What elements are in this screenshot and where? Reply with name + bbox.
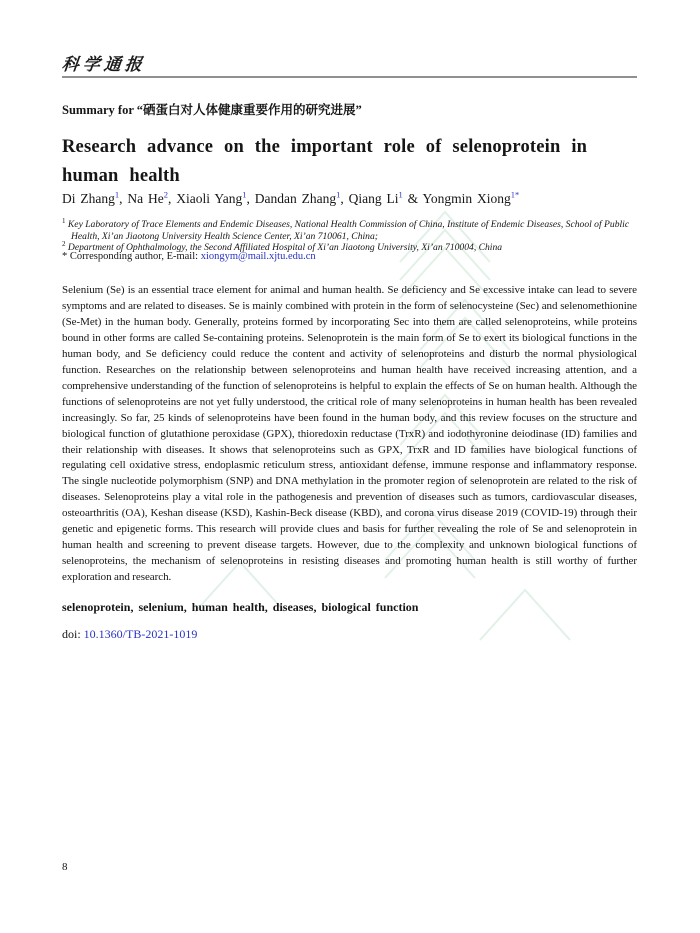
author-name: Yongmin Xiong [422, 191, 511, 206]
doi-line [62, 627, 637, 642]
author: , Qiang Li$^1$ [340, 189, 403, 206]
affiliation-list [62, 216, 637, 254]
keywords-line: selenoprotein, selenium, human health, diseases, biological function [62, 600, 419, 614]
affiliation-text: Key Laboratory of Trace Elements and Endemic Diseases, National Health Commission of China, Institute of Endemic Diseases, School of Public Health, Xi’an Jiaotong University Health Science Center, Xi’an 710061, China; [67, 219, 630, 242]
abstract-text: Selenium (Se) is an essential trace element for animal and human health. Se deficiency and Se excessive intake can lead to severe symptoms and are related to diseases. Se is mainly combined with protein in the form of selenocysteine (Sec) and selenomethionine (Se-Met) in the human body. Generally, proteins formed by incorporating Sec into them are called selenoproteins, while proteins bound in other forms are called Se-containing proteins. Selenoprotein is the main form of Se to exert its biological functions in the human body, and Se deficiency could reduce the content and activity of selenoproteins and disturb the normal physiological function. Researches on the relationship between selenoproteins and human health have received increasing attention, and a comprehensive understanding of the function of selenoproteins is helpful to explain the effects of Se on human health. Although the functions of selenoproteins are not yet fully understood, the critical role of many selenoproteins in human health has been revealed increasingly. So far, 25 kinds of selenoproteins have been found in the human body, and this review focuses on the structure and biological function of glutathione peroxidase (GPX), thioredoxin reductase (TrxR) and iodothyronine deiodinase (ID) families and their relationship with diseases. It shows that selenoproteins such as GPX, TrxR and ID families have biological functions of regulating cell oxidative stress, endoplasmic reticulum stress, antioxidant defense, immune response and inflammatory response. The single nucleotide polymorphism (SNP) and DNA methylation in the promoter region of selenoprotein are related to the risk of diseases. Selenoproteins play a vital role in the pathogenesis and prevention of diseases such as tumors, cardiovascular diseases, osteoarthritis (OA), Keshan disease (KSD), Kashin-Beck disease (KBD), and corona virus disease 2019 (COVID-19) through their genetic and epigenetic forms. This research will provide clues and basis for further revealing the role of Se and selenoprotein in human health and screening to prevent disease targets. However, due to the complexity and unknown biological functions of selenoproteins, the mechanism of selenoproteins in resisting diseases and promoting human health is still worthy of further exploration and research. [62, 284, 637, 584]
author-affiliation-superscript: 1 [398, 189, 403, 200]
author-affiliation-superscript: 2 [163, 189, 168, 200]
corresponding-prefix: * Corresponding author, E-mail: [62, 251, 201, 262]
doi-label: doi: [62, 627, 84, 641]
affiliation-marker: 1 [62, 216, 66, 225]
corresponding-author-line [62, 251, 637, 263]
article-title: Research advance on the important role of selenoprotein in human health [62, 137, 588, 186]
author-name: Na He [127, 191, 164, 206]
author: , Dandan Zhang$^1$ [246, 189, 341, 206]
journal-logo: 科学通报 [60, 55, 147, 74]
author-name: Dandan Zhang [254, 191, 337, 206]
author: , Na He$^2$ [119, 189, 168, 206]
doi-link[interactable]: 10.1360/TB-2021-1019 [83, 627, 198, 641]
author [62, 191, 119, 206]
affiliation-entry [62, 216, 637, 242]
summary-line: Summary for “硒蛋白对人体健康重要作用的研究进展” [62, 103, 362, 117]
page-number: 8 [62, 861, 68, 873]
author-name: Qiang Li [348, 191, 399, 206]
author-name: Di Zhang [62, 191, 115, 206]
header-rule [62, 76, 637, 78]
author-name: Xiaoli Yang [176, 191, 243, 206]
author: & Yongmin Xiong$^{1*}$ [402, 189, 520, 206]
affiliation-marker: 2 [62, 239, 66, 248]
author-affiliation-superscript: 1 [242, 189, 247, 200]
author-affiliation-superscript: 1* [510, 189, 520, 200]
author-line [62, 191, 637, 207]
email-link[interactable]: xiongym@mail.xjtu.edu.cn [200, 251, 316, 262]
author-affiliation-superscript: 1 [114, 189, 120, 200]
author-affiliation-superscript: 1 [336, 189, 341, 200]
affiliation-text: Department of Ophthalmology, the Second Affiliated Hospital of Xi’an Jiaotong University, Xi’an 710004, China [67, 242, 503, 253]
author: , Xiaoli Yang$^1$ [167, 189, 247, 206]
